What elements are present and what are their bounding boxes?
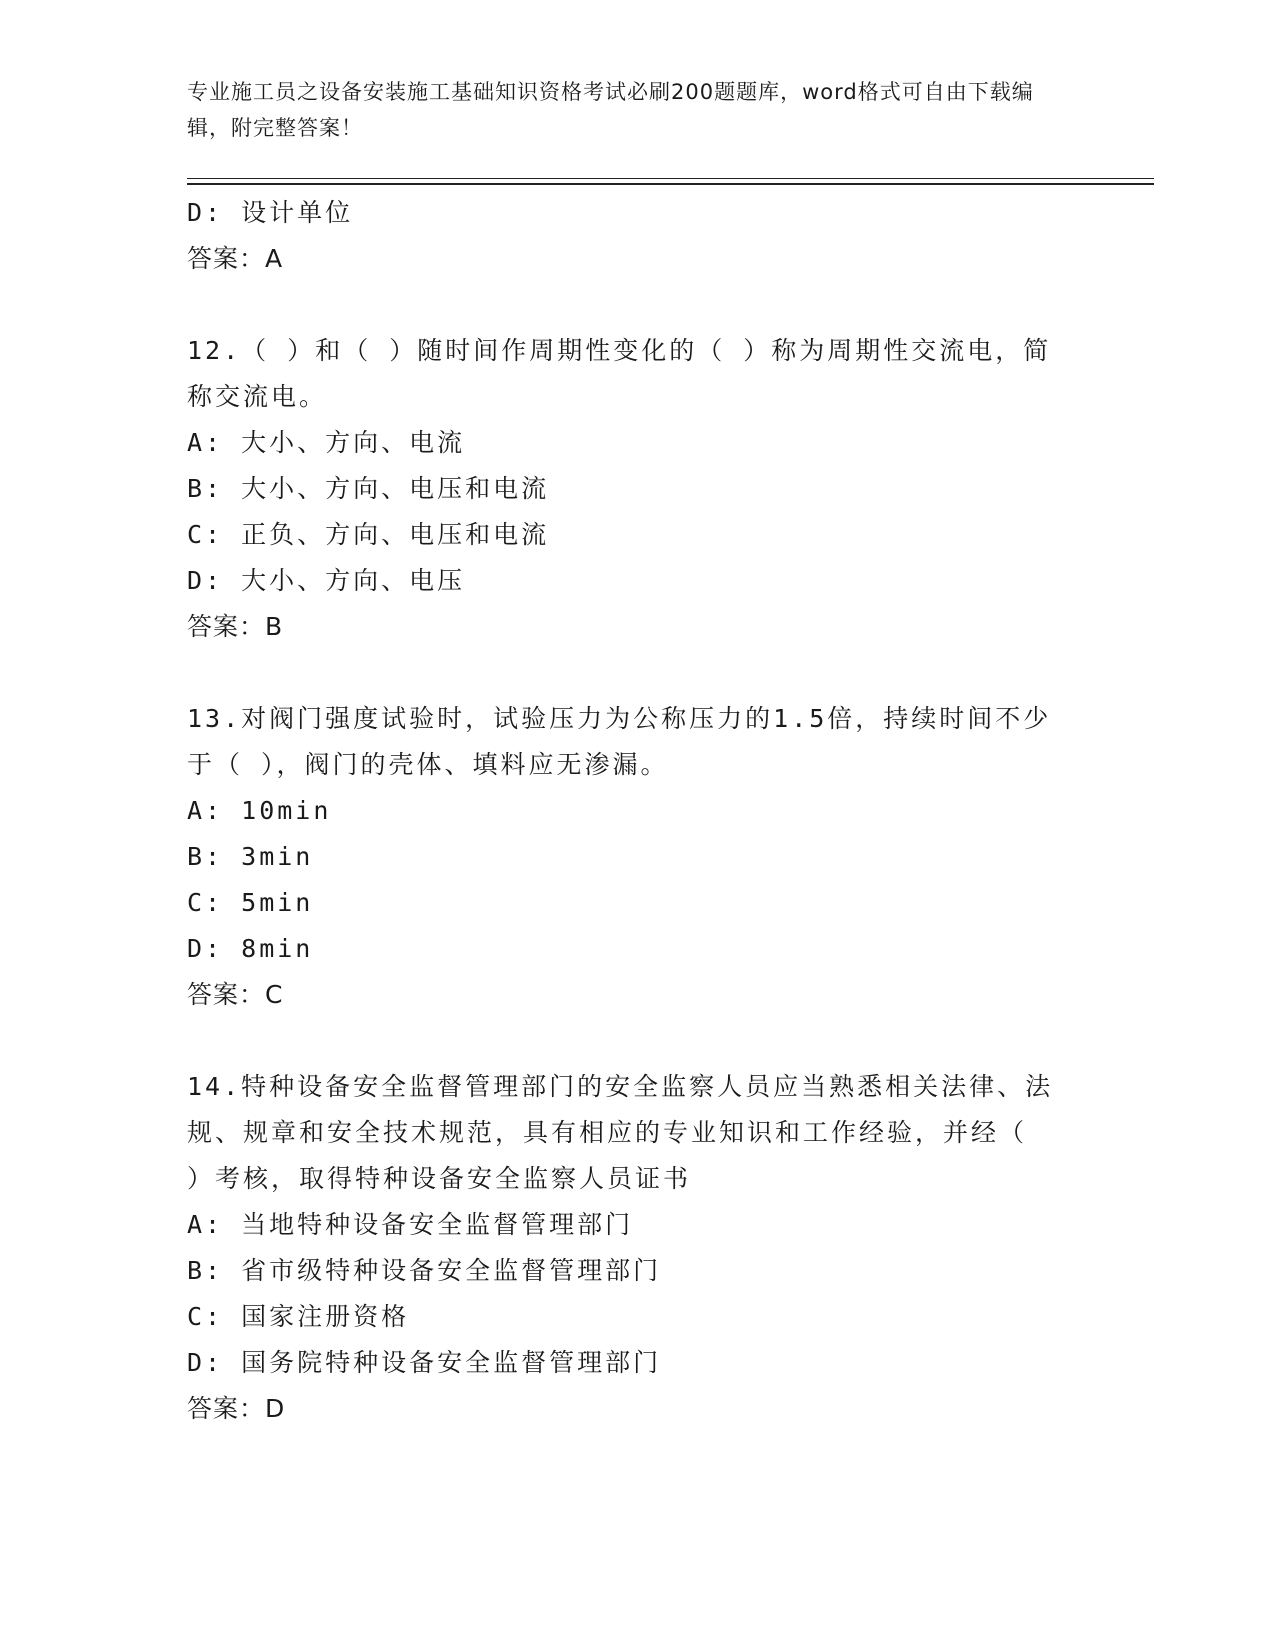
option-a: A: 大小、方向、电流	[187, 428, 466, 457]
question-block-prev	[187, 190, 1087, 282]
header-rule-thick	[187, 183, 1154, 185]
option-d: D: 设计单位	[187, 198, 354, 227]
spacer	[187, 282, 1087, 328]
answer-line: 答案：B	[187, 612, 284, 641]
header-rule-thin	[187, 178, 1154, 179]
question-stem: 12.（ ）和（ ）随时间作周期性变化的（ ）称为周期性交流电，简	[187, 336, 1052, 365]
option-b: B: 省市级特种设备安全监督管理部门	[187, 1256, 662, 1285]
option-a: A: 10min	[187, 796, 332, 825]
option-b: B: 大小、方向、电压和电流	[187, 474, 550, 503]
question-list	[187, 190, 1087, 1432]
option-a: A: 当地特种设备安全监督管理部门	[187, 1210, 634, 1239]
option-c: C: 5min	[187, 888, 314, 917]
question-stem: 于（ ），阀门的壳体、填料应无渗漏。	[187, 750, 669, 779]
option-d: D: 国务院特种设备安全监督管理部门	[187, 1348, 662, 1377]
question-block-12	[187, 328, 1087, 650]
option-b: B: 3min	[187, 842, 314, 871]
answer-line: 答案：C	[187, 980, 284, 1009]
spacer	[187, 650, 1087, 696]
option-d: D: 大小、方向、电压	[187, 566, 466, 595]
question-stem: 规、规章和安全技术规范，具有相应的专业知识和工作经验，并经（	[187, 1118, 1028, 1147]
question-block-14	[187, 1064, 1087, 1432]
question-stem: 13.对阀门强度试验时，试验压力为公称压力的1.5倍，持续时间不少	[187, 704, 1052, 733]
header-title: 专业施工员之设备安装施工基础知识资格考试必刷200题题库，word格式可自由下载编辑，附完整答案！	[187, 80, 1034, 140]
answer-line: 答案：A	[187, 244, 284, 273]
spacer	[187, 1018, 1087, 1064]
question-block-13	[187, 696, 1087, 1018]
answer-line: 答案：D	[187, 1394, 286, 1423]
option-c: C: 正负、方向、电压和电流	[187, 520, 550, 549]
question-stem: 称交流电。	[187, 382, 328, 411]
question-stem: ）考核，取得特种设备安全监察人员证书	[187, 1164, 692, 1193]
option-c: C: 国家注册资格	[187, 1302, 410, 1331]
document-header	[187, 74, 1077, 146]
question-stem: 14.特种设备安全监督管理部门的安全监察人员应当熟悉相关法律、法	[187, 1072, 1054, 1101]
option-d: D: 8min	[187, 934, 314, 963]
